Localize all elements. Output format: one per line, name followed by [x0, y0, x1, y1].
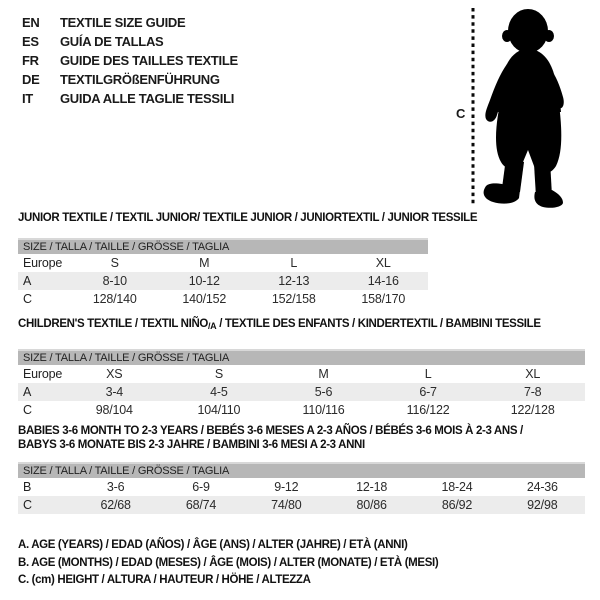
language-row: [22, 32, 238, 51]
size-cell: XL: [525, 367, 541, 381]
height-figure: [450, 0, 600, 215]
size-cell: 3-4: [105, 385, 124, 399]
size-header-band: SIZE / TALLA / TAILLE / GRÖSSE / TAGLIA: [18, 238, 428, 254]
table-row: [18, 365, 585, 383]
table-row: [18, 272, 428, 290]
row-label: Europe: [23, 256, 63, 270]
size-cell: 80/86: [356, 498, 387, 512]
language-title: GUÍA DE TALLAS: [60, 34, 164, 49]
children-section: [18, 317, 585, 419]
size-cell: M: [318, 367, 329, 381]
size-cell: 92/98: [527, 498, 558, 512]
language-code: FR: [22, 53, 39, 68]
babies-table-title-line1: BABIES 3-6 MONTH TO 2-3 YEARS / BEBÉS 3-6 MESES A 2-3 AÑOS / BÉBÉS 3-6 MOIS À 2-3 ANS /: [18, 425, 523, 437]
row-label: B: [23, 480, 32, 494]
size-cell: S: [214, 367, 223, 381]
size-cell: 140/152: [182, 292, 227, 306]
size-cell: 98/104: [95, 403, 133, 417]
language-row: [22, 70, 238, 89]
table-row: [18, 478, 585, 496]
language-row: [22, 89, 238, 108]
table-row: [18, 401, 585, 419]
junior-table-title: JUNIOR TEXTILE / TEXTIL JUNIOR/ TEXTILE JUNIOR / JUNIORTEXTIL / JUNIOR TESSILE: [18, 212, 478, 224]
size-cell: 9-12: [274, 480, 299, 494]
size-cell: L: [290, 256, 298, 270]
table-row: [18, 383, 585, 401]
size-cell: S: [110, 256, 119, 270]
babies-section: [18, 424, 585, 514]
row-label: A: [23, 385, 32, 399]
size-cell: 8-10: [102, 274, 127, 288]
row-label: Europe: [23, 367, 63, 381]
size-cell: 110/116: [302, 403, 345, 417]
language-title: TEXTILGRÖßENFÜHRUNG: [60, 72, 220, 87]
junior-size-table: [18, 254, 428, 308]
size-cell: 122/128: [510, 403, 555, 417]
table-row: [18, 290, 428, 308]
language-code: ES: [22, 34, 39, 49]
legend-footnotes: [18, 537, 438, 590]
size-header-band: SIZE / TALLA / TAILLE / GRÖSSE / TAGLIA: [18, 349, 585, 365]
size-cell: 18-24: [441, 480, 473, 494]
size-cell: 6-7: [419, 385, 437, 399]
size-cell: 68/74: [185, 498, 217, 512]
size-cell: 4-5: [210, 385, 228, 399]
language-title: GUIDE DES TAILLES TEXTILE: [60, 53, 238, 68]
footnote-age-years: A. AGE (YEARS) / EDAD (AÑOS) / ÂGE (ANS) / ALTER (JAHRE) / ETÀ (ANNI): [18, 539, 408, 551]
babies-table-title-line2: BABYS 3-6 MONATE BIS 2-3 JAHRE / BAMBINI 3-6 MESI A 2-3 ANNI: [18, 439, 365, 451]
language-title-list: [22, 13, 238, 108]
row-label: C: [23, 292, 32, 306]
size-cell: 128/140: [92, 292, 137, 306]
size-cell: 6-9: [192, 480, 210, 494]
junior-section: [18, 211, 478, 308]
size-cell: 7-8: [523, 385, 542, 399]
babies-size-table: [18, 478, 585, 514]
language-title: GUIDA ALLE TAGLIE TESSILI: [60, 91, 235, 106]
row-label: C: [23, 498, 32, 512]
language-code: DE: [22, 72, 40, 87]
children-table-title: [18, 317, 585, 333]
size-cell: 14-16: [367, 274, 399, 288]
table-row: [18, 496, 585, 514]
language-row: [22, 13, 238, 32]
footnote-height-cm: C. (cm) HEIGHT / ALTURA / HAUTEUR / HÖHE / ALTEZZA: [18, 574, 311, 586]
size-header-band: SIZE / TALLA / TAILLE / GRÖSSE / TAGLIA: [18, 462, 585, 478]
size-cell: XL: [375, 256, 391, 270]
size-cell: 86/92: [441, 498, 473, 512]
language-code: IT: [22, 91, 33, 106]
size-cell: L: [424, 367, 432, 381]
footnote-age-months: B. AGE (MONTHS) / EDAD (MESES) / ÂGE (MOIS) / ALTER (MONATE) / ETÀ (MESI): [18, 556, 439, 569]
size-cell: 104/110: [197, 403, 241, 417]
size-cell: 12-18: [356, 480, 388, 494]
size-cell: 10-12: [188, 274, 220, 288]
row-label: C: [23, 403, 32, 417]
size-cell: 116/122: [406, 403, 450, 417]
toddler-silhouette: [484, 9, 564, 208]
size-cell: 3-6: [106, 480, 125, 494]
size-cell: 62/68: [100, 498, 131, 512]
table-row: [18, 254, 428, 272]
language-row: [22, 51, 238, 70]
row-label: A: [23, 274, 32, 288]
language-title: TEXTILE SIZE GUIDE: [60, 15, 186, 30]
language-code: EN: [22, 15, 40, 30]
size-cell: XS: [106, 367, 123, 381]
children-size-table: [18, 365, 585, 419]
size-cell: M: [199, 256, 210, 270]
size-cell: 74/80: [271, 498, 302, 512]
height-measure-label: C: [456, 106, 466, 121]
size-cell: 5-6: [314, 385, 333, 399]
size-cell: 152/158: [271, 292, 316, 306]
title-text: CHILDREN'S TEXTILE / TEXTIL NIÑO: [18, 318, 209, 330]
size-cell: 158/170: [361, 292, 406, 306]
size-cell: 12-13: [278, 274, 310, 288]
title-text: / TEXTILE DES ENFANTS / KINDERTEXTIL / BAMBINI TESSILE: [216, 318, 541, 330]
title-subscript: /A: [208, 321, 217, 331]
toddler-silhouette-graphic: [450, 0, 600, 215]
size-cell: 24-36: [526, 480, 558, 494]
